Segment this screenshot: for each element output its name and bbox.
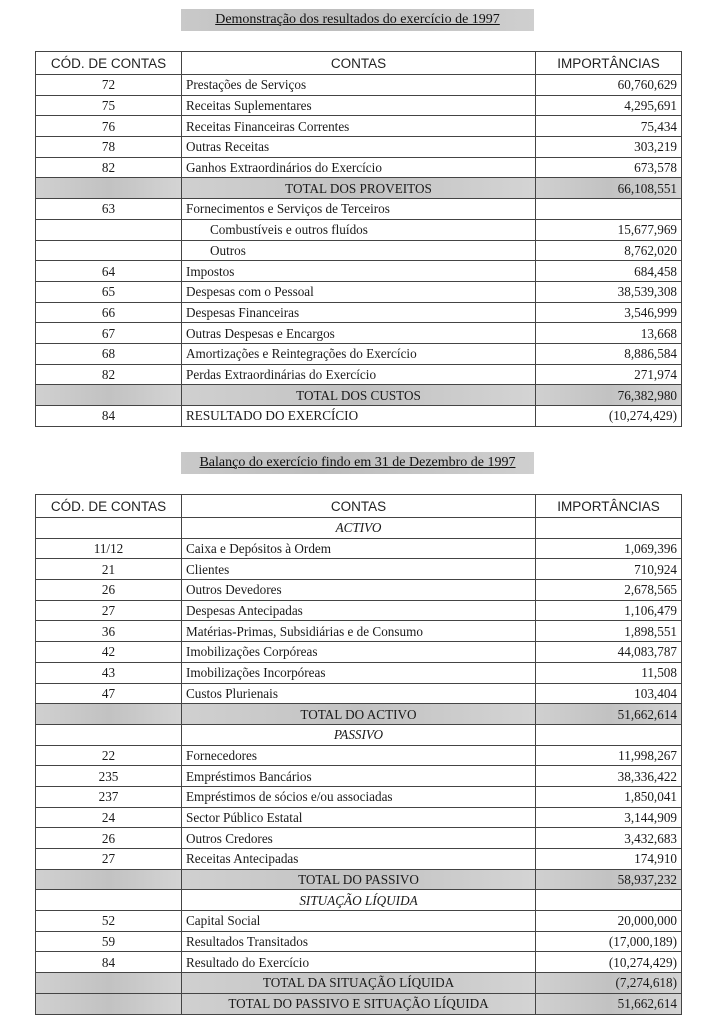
account-code-cell: [36, 178, 182, 199]
amount-cell: 66,108,551: [536, 178, 682, 199]
account-name-cell: Resultados Transitados: [182, 931, 536, 952]
account-name-cell: Sector Público Estatal: [182, 807, 536, 828]
table-row: [36, 931, 682, 952]
table-row: [36, 580, 682, 601]
amount-cell: 15,677,969: [536, 219, 682, 240]
account-code-cell: [36, 993, 182, 1014]
account-name-cell: Imobilizações Incorpóreas: [182, 662, 536, 683]
balance-sheet-table: [35, 494, 682, 1015]
total-row: [36, 385, 682, 406]
account-code-cell: 26: [36, 580, 182, 601]
table-row: [36, 807, 682, 828]
table-row: [36, 323, 682, 344]
account-code-cell: 78: [36, 137, 182, 158]
account-name-cell: Matérias-Primas, Subsidiárias e de Consumo: [182, 621, 536, 642]
table-row: [36, 137, 682, 158]
account-name-cell: RESULTADO DO EXERCÍCIO: [182, 406, 536, 427]
account-name-cell: Outras Despesas e Encargos: [182, 323, 536, 344]
header-account: CONTAS: [182, 52, 536, 75]
amount-cell: 673,578: [536, 157, 682, 178]
amount-cell: 51,662,614: [536, 993, 682, 1014]
account-name-cell: Prestações de Serviços: [182, 75, 536, 96]
amount-cell: 11,998,267: [536, 745, 682, 766]
table-header-row: [36, 52, 682, 75]
amount-cell: 13,668: [536, 323, 682, 344]
amount-cell: 75,434: [536, 116, 682, 137]
account-code-cell: 82: [36, 157, 182, 178]
amount-cell: 2,678,565: [536, 580, 682, 601]
balance-sheet-title-text: Balanço do exercício findo em 31 de Dezembro de 1997: [199, 455, 516, 470]
table-row: [36, 157, 682, 178]
account-name-cell: TOTAL DO PASSIVO E SITUAÇÃO LÍQUIDA: [182, 993, 536, 1014]
account-code-cell: 64: [36, 261, 182, 282]
account-code-cell: 235: [36, 766, 182, 787]
account-code-cell: 42: [36, 642, 182, 663]
income-statement-table: [35, 51, 682, 427]
amount-cell: 1,898,551: [536, 621, 682, 642]
table-row: [36, 219, 682, 240]
account-name-cell: TOTAL DO ACTIVO: [182, 704, 536, 725]
account-code-cell: 11/12: [36, 538, 182, 559]
table-row: [36, 621, 682, 642]
account-name-cell: Impostos: [182, 261, 536, 282]
table-row: [36, 786, 682, 807]
amount-cell: 8,886,584: [536, 343, 682, 364]
amount-cell: [536, 724, 682, 745]
account-name-cell: Receitas Financeiras Correntes: [182, 116, 536, 137]
amount-cell: 20,000,000: [536, 911, 682, 932]
amount-cell: 710,924: [536, 559, 682, 580]
account-code-cell: 26: [36, 828, 182, 849]
account-name-cell: Despesas Antecipadas: [182, 600, 536, 621]
amount-cell: 8,762,020: [536, 240, 682, 261]
table-row: [36, 281, 682, 302]
header-code: CÓD. DE CONTAS: [36, 52, 182, 75]
table-row: [36, 683, 682, 704]
total-row: [36, 869, 682, 890]
table-row: [36, 343, 682, 364]
table-row: [36, 766, 682, 787]
account-code-cell: 24: [36, 807, 182, 828]
section-header-row: [36, 890, 682, 911]
account-code-cell: 47: [36, 683, 182, 704]
amount-cell: 38,336,422: [536, 766, 682, 787]
account-name-cell: Outras Receitas: [182, 137, 536, 158]
amount-cell: 76,382,980: [536, 385, 682, 406]
account-code-cell: 63: [36, 199, 182, 220]
account-name-cell: PASSIVO: [182, 724, 536, 745]
table-row: [36, 199, 682, 220]
account-name-cell: Outros: [182, 240, 536, 261]
account-name-cell: Fornecimentos e Serviços de Terceiros: [182, 199, 536, 220]
account-name-cell: Custos Plurienais: [182, 683, 536, 704]
total-row: [36, 704, 682, 725]
income-statement-title: [181, 9, 534, 31]
account-name-cell: TOTAL DO PASSIVO: [182, 869, 536, 890]
account-name-cell: SITUAÇÃO LÍQUIDA: [182, 890, 536, 911]
account-code-cell: 67: [36, 323, 182, 344]
amount-cell: (7,274,618): [536, 973, 682, 994]
amount-cell: 38,539,308: [536, 281, 682, 302]
account-name-cell: Resultado do Exercício: [182, 952, 536, 973]
account-code-cell: 68: [36, 343, 182, 364]
table-row: [36, 75, 682, 96]
account-code-cell: [36, 240, 182, 261]
section-header-row: [36, 518, 682, 539]
table-row: [36, 952, 682, 973]
account-name-cell: Fornecedores: [182, 745, 536, 766]
table-row: [36, 745, 682, 766]
amount-cell: 1,069,396: [536, 538, 682, 559]
account-name-cell: TOTAL DA SITUAÇÃO LÍQUIDA: [182, 973, 536, 994]
amount-cell: 1,106,479: [536, 600, 682, 621]
account-name-cell: TOTAL DOS CUSTOS: [182, 385, 536, 406]
table-header-row: [36, 495, 682, 518]
account-code-cell: 66: [36, 302, 182, 323]
account-code-cell: 27: [36, 849, 182, 870]
account-name-cell: Amortizações e Reintegrações do Exercício: [182, 343, 536, 364]
amount-cell: 103,404: [536, 683, 682, 704]
table-row: [36, 911, 682, 932]
account-code-cell: 65: [36, 281, 182, 302]
account-code-cell: [36, 385, 182, 406]
account-code-cell: [36, 518, 182, 539]
table-row: [36, 406, 682, 427]
table-row: [36, 642, 682, 663]
account-name-cell: Imobilizações Corpóreas: [182, 642, 536, 663]
table-row: [36, 559, 682, 580]
amount-cell: 174,910: [536, 849, 682, 870]
account-code-cell: [36, 724, 182, 745]
header-code: CÓD. DE CONTAS: [36, 495, 182, 518]
account-name-cell: Perdas Extraordinárias do Exercício: [182, 364, 536, 385]
account-code-cell: [36, 219, 182, 240]
account-code-cell: [36, 869, 182, 890]
account-code-cell: 84: [36, 952, 182, 973]
amount-cell: [536, 518, 682, 539]
account-code-cell: 237: [36, 786, 182, 807]
amount-cell: (17,000,189): [536, 931, 682, 952]
account-name-cell: Clientes: [182, 559, 536, 580]
amount-cell: 3,432,683: [536, 828, 682, 849]
balance-sheet-title: [181, 452, 534, 474]
account-code-cell: 72: [36, 75, 182, 96]
account-name-cell: Outros Credores: [182, 828, 536, 849]
table-row: [36, 240, 682, 261]
account-code-cell: [36, 890, 182, 911]
account-code-cell: 52: [36, 911, 182, 932]
table-row: [36, 600, 682, 621]
account-code-cell: 36: [36, 621, 182, 642]
table-row: [36, 849, 682, 870]
account-name-cell: Caixa e Depósitos à Ordem: [182, 538, 536, 559]
account-code-cell: 59: [36, 931, 182, 952]
amount-cell: 3,546,999: [536, 302, 682, 323]
account-code-cell: 84: [36, 406, 182, 427]
account-code-cell: [36, 973, 182, 994]
income-statement-title-text: Demonstração dos resultados do exercício de 1997: [215, 12, 500, 27]
section-header-row: [36, 724, 682, 745]
amount-cell: 51,662,614: [536, 704, 682, 725]
account-code-cell: 75: [36, 95, 182, 116]
account-code-cell: [36, 704, 182, 725]
account-code-cell: 27: [36, 600, 182, 621]
account-name-cell: Capital Social: [182, 911, 536, 932]
account-name-cell: Empréstimos Bancários: [182, 766, 536, 787]
amount-cell: [536, 890, 682, 911]
account-code-cell: 21: [36, 559, 182, 580]
account-name-cell: ACTIVO: [182, 518, 536, 539]
amount-cell: [536, 199, 682, 220]
table-row: [36, 302, 682, 323]
account-name-cell: Despesas Financeiras: [182, 302, 536, 323]
account-name-cell: Receitas Antecipadas: [182, 849, 536, 870]
header-account: CONTAS: [182, 495, 536, 518]
amount-cell: 11,508: [536, 662, 682, 683]
amount-cell: (10,274,429): [536, 952, 682, 973]
table-row: [36, 261, 682, 282]
amount-cell: 303,219: [536, 137, 682, 158]
amount-cell: 271,974: [536, 364, 682, 385]
account-name-cell: Outros Devedores: [182, 580, 536, 601]
header-amount: IMPORTÂNCIAS: [536, 52, 682, 75]
account-name-cell: Ganhos Extraordinários do Exercício: [182, 157, 536, 178]
amount-cell: 4,295,691: [536, 95, 682, 116]
header-amount: IMPORTÂNCIAS: [536, 495, 682, 518]
total-row: [36, 178, 682, 199]
table-row: [36, 828, 682, 849]
total-row: [36, 993, 682, 1014]
table-row: [36, 662, 682, 683]
total-row: [36, 973, 682, 994]
amount-cell: 60,760,629: [536, 75, 682, 96]
table-row: [36, 116, 682, 137]
account-name-cell: Receitas Suplementares: [182, 95, 536, 116]
account-name-cell: Despesas com o Pessoal: [182, 281, 536, 302]
account-name-cell: TOTAL DOS PROVEITOS: [182, 178, 536, 199]
account-code-cell: 82: [36, 364, 182, 385]
amount-cell: 3,144,909: [536, 807, 682, 828]
amount-cell: 1,850,041: [536, 786, 682, 807]
account-code-cell: 43: [36, 662, 182, 683]
amount-cell: 58,937,232: [536, 869, 682, 890]
table-row: [36, 538, 682, 559]
amount-cell: (10,274,429): [536, 406, 682, 427]
table-row: [36, 364, 682, 385]
account-code-cell: 22: [36, 745, 182, 766]
amount-cell: 684,458: [536, 261, 682, 282]
table-row: [36, 95, 682, 116]
account-name-cell: Combustíveis e outros fluídos: [182, 219, 536, 240]
account-name-cell: Empréstimos de sócios e/ou associadas: [182, 786, 536, 807]
amount-cell: 44,083,787: [536, 642, 682, 663]
account-code-cell: 76: [36, 116, 182, 137]
